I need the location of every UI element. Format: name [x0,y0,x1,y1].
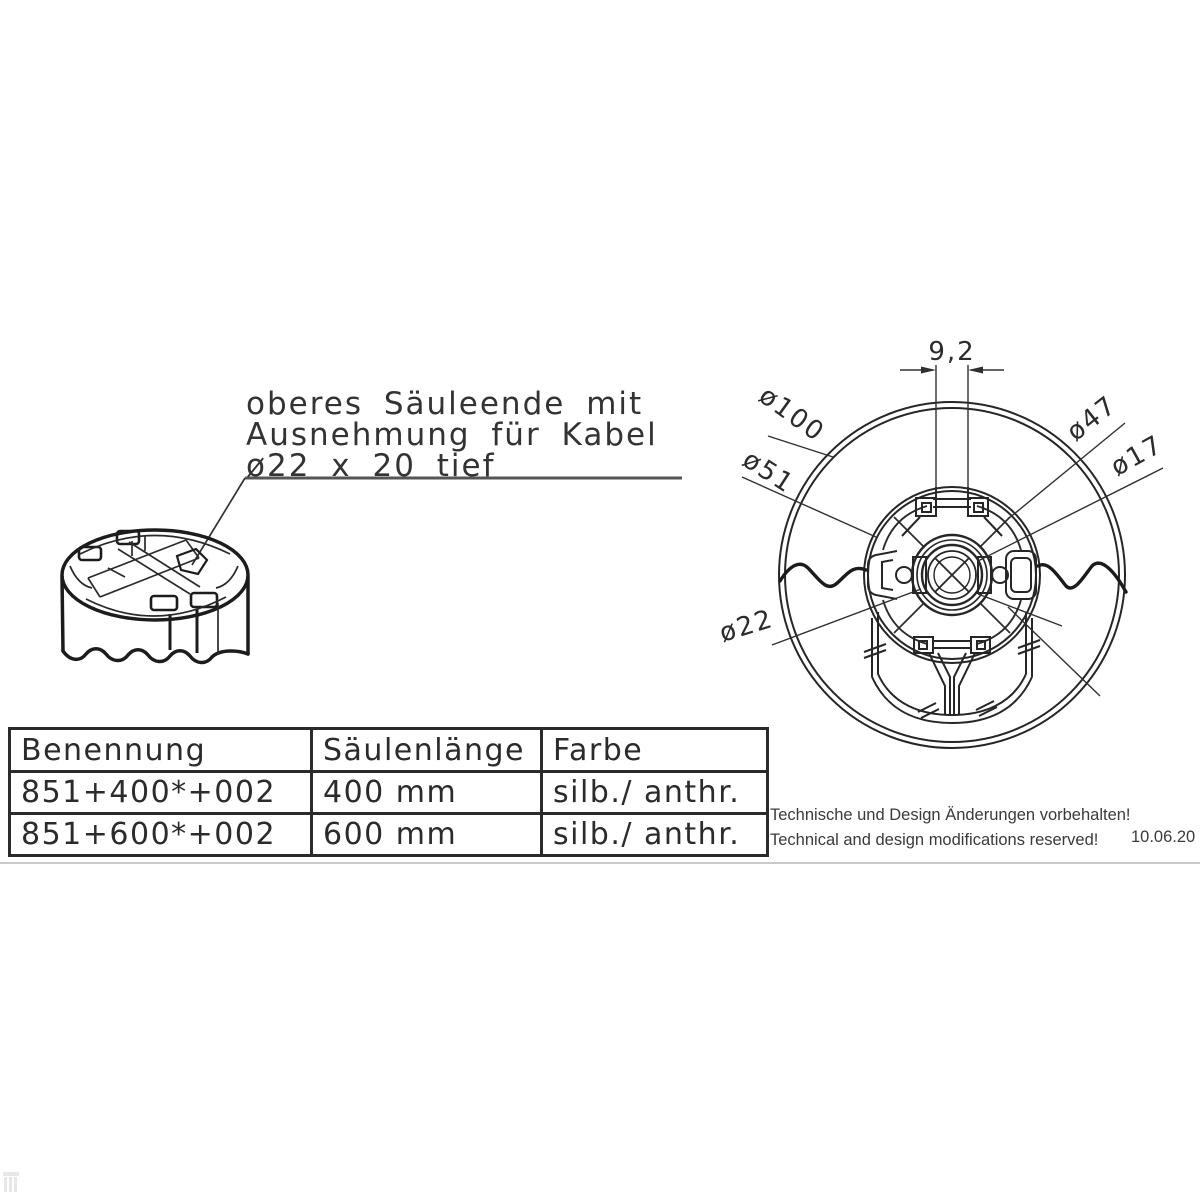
column-length: 600 mm [312,814,542,856]
revision-note-de: Technische und Design Änderungen vorbehalten! [770,806,1131,824]
screw-bosses [79,531,217,610]
col-header-farbe: Farbe [542,729,768,772]
leader-d22 [772,589,921,645]
annotation-leader [192,478,682,565]
part-number: 851+600*+002 [10,814,312,856]
table-row [10,772,768,814]
spec-table [8,727,769,857]
revision-note [770,803,1131,853]
leader-d47 [1008,423,1125,519]
top-view [779,402,1126,748]
column-color: silb./ anthr. [542,814,768,856]
spec-table-header-row [10,729,768,772]
break-wave [780,563,1126,592]
lower-profile-extension [864,612,1040,723]
dim-label-slot-width: 9,2 [928,337,976,367]
column-break-wave [63,649,248,663]
dim-label-d22: ø22 [715,603,778,649]
dimension-labels [716,337,1168,649]
table-row [10,814,768,856]
column-color: silb./ anthr. [542,772,768,814]
col-header-saeulenlaenge: Säulenlänge [312,729,542,772]
isometric-column-view [62,530,248,663]
col-header-benennung: Benennung [10,729,312,772]
column-length: 400 mm [312,772,542,814]
bottom-slot [914,637,990,715]
part-number: 851+400*+002 [10,772,312,814]
annotation-line-1: oberes Säuleende mit [246,386,644,422]
column-side-left [62,577,63,651]
bottom-divider [0,862,1200,864]
dim-9-2 [900,365,1004,497]
annotation-line-2: Ausnehmung für Kabel [246,417,658,453]
dim-label-d17: ø17 [1105,429,1169,483]
annotation-note [246,386,658,484]
dim-label-d47: ø47 [1061,389,1123,448]
annotation-line-3: ø22 x 20 tief [246,448,496,484]
revision-date: 10.06.20 [1131,828,1196,846]
revision-note-en: Technical and design modifications reserved! [770,831,1099,849]
center-cross [935,558,969,592]
dim-label-d51: ø51 [737,444,800,500]
dim-label-d100: ø100 [753,380,831,449]
leader-d17 [978,468,1163,561]
watermark-logo-icon [3,1172,19,1192]
